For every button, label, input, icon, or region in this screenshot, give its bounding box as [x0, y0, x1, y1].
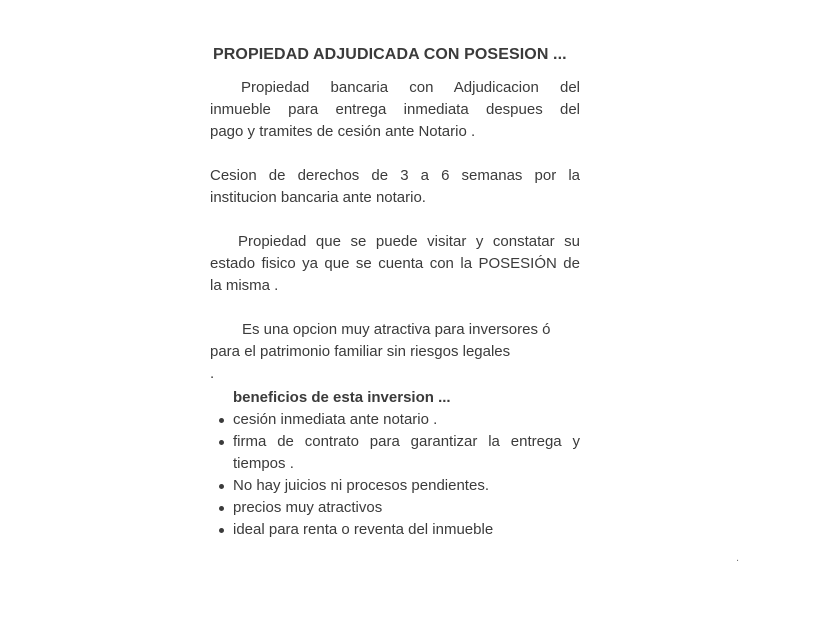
list-item — [210, 409, 580, 431]
list-item — [210, 497, 580, 519]
bullet-line: ideal para renta o reventa del inmueble — [233, 521, 494, 538]
document-title: PROPIEDAD ADJUDICADA CON POSESION ... — [213, 46, 567, 63]
paragraph-line: la misma . — [210, 277, 279, 294]
bullet-icon — [219, 528, 224, 533]
bullet-icon — [219, 506, 224, 511]
paragraph-line: Es una opcion muy atractiva para inversores ó — [242, 321, 551, 338]
benefits-list — [210, 409, 580, 541]
paragraph-line: Propiedad bancaria con Adjudicacion del — [241, 79, 580, 96]
bullet-icon — [219, 440, 224, 445]
list-item — [210, 475, 580, 497]
paragraph-line: inmueble para entrega inmediata despues del — [210, 101, 580, 118]
bullet-line: precios muy atractivos — [233, 499, 383, 516]
paragraph-line: pago y tramites de cesión ante Notario . — [210, 123, 476, 140]
document-text-block — [210, 44, 580, 541]
bullet-icon — [219, 418, 224, 423]
paragraph-line: Propiedad que se puede visitar y constatar su — [238, 233, 580, 250]
orphan-period-line: . — [210, 365, 215, 382]
bullet-line: firma de contrato para garantizar la entrega y — [233, 433, 580, 450]
benefits-heading: beneficios de esta inversion ... — [233, 389, 451, 406]
paragraph-3 — [210, 231, 580, 297]
paragraph-4 — [210, 319, 580, 363]
paragraph-1 — [210, 77, 580, 143]
paragraph-line: estado fisico ya que se cuenta con la POSESIÓN de — [210, 255, 580, 272]
paragraph-line: Cesion de derechos de 3 a 6 semanas por la — [210, 167, 580, 184]
bullet-line: No hay juicios ni procesos pendientes. — [233, 477, 489, 494]
paragraph-2 — [210, 165, 580, 209]
bullet-line: tiempos . — [233, 455, 294, 472]
stray-period: . — [736, 552, 740, 564]
paragraph-line: para el patrimonio familiar sin riesgos legales — [210, 343, 511, 360]
list-item — [210, 519, 580, 541]
bullet-line: cesión inmediata ante notario . — [233, 411, 438, 428]
paragraph-line: institucion bancaria ante notario. — [210, 189, 426, 206]
list-item — [210, 431, 580, 475]
bullet-icon — [219, 484, 224, 489]
